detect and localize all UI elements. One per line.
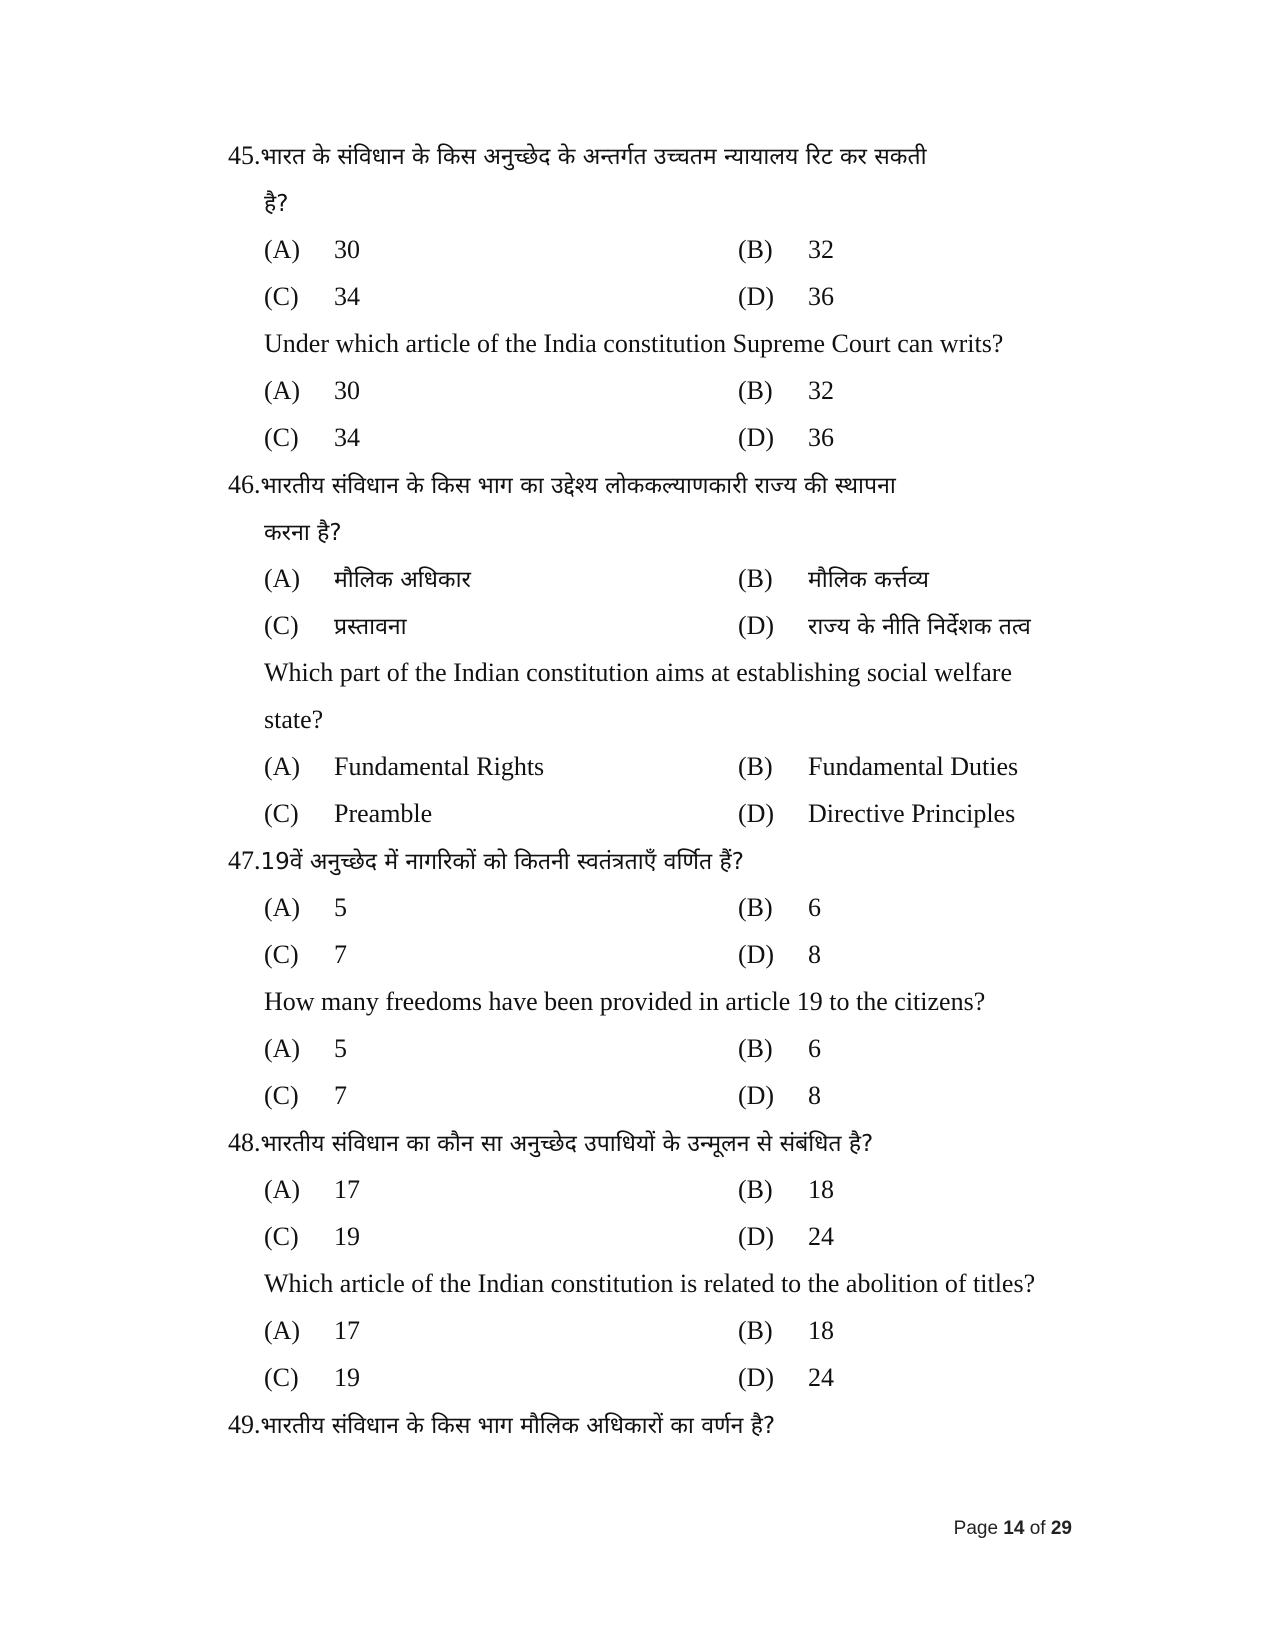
question-number: 47. bbox=[228, 846, 261, 875]
option-text: 32 bbox=[808, 235, 834, 264]
option-item bbox=[264, 1307, 360, 1354]
option-item bbox=[738, 602, 1031, 651]
option-item bbox=[738, 1072, 821, 1119]
page-footer bbox=[954, 1518, 1072, 1540]
option-text: 18 bbox=[808, 1316, 834, 1345]
option-text: 18 bbox=[808, 1175, 834, 1204]
option-row bbox=[228, 1166, 1078, 1213]
footer-total-pages: 29 bbox=[1050, 1518, 1072, 1539]
option-label: (D) bbox=[738, 940, 775, 969]
question-hindi-text bbox=[228, 1401, 1078, 1448]
option-text: 36 bbox=[808, 423, 834, 452]
question-number: 49. bbox=[228, 1410, 261, 1439]
option-label: (A) bbox=[264, 235, 301, 264]
option-label: (C) bbox=[264, 940, 299, 969]
option-row bbox=[228, 555, 1078, 602]
question-hindi-text bbox=[228, 132, 1078, 179]
question-block bbox=[228, 461, 1078, 837]
option-text: 5 bbox=[334, 893, 347, 922]
option-text: 6 bbox=[808, 1034, 821, 1063]
option-label: (B) bbox=[738, 1034, 773, 1063]
option-item bbox=[738, 1307, 834, 1354]
option-item bbox=[738, 226, 834, 273]
option-item bbox=[264, 1213, 360, 1260]
footer-current-page: 14 bbox=[1003, 1518, 1025, 1539]
option-row bbox=[228, 884, 1078, 931]
option-item bbox=[738, 414, 834, 461]
option-text: Directive Principles bbox=[808, 799, 1016, 828]
option-item bbox=[264, 555, 471, 604]
option-row bbox=[228, 226, 1078, 273]
question-block bbox=[228, 1119, 1078, 1401]
hindi-text: करना है? bbox=[264, 520, 342, 546]
option-row bbox=[228, 602, 1078, 649]
option-item bbox=[738, 743, 1018, 790]
question-block bbox=[228, 1401, 1078, 1448]
question-english-text: state? bbox=[264, 705, 324, 734]
option-text: 30 bbox=[334, 376, 360, 405]
hindi-text: भारत के संविधान के किस अनुच्छेद के अन्तर्गत उच्चतम न्यायालय रिट कर सकती bbox=[260, 144, 927, 170]
option-label: (B) bbox=[738, 1316, 773, 1345]
option-label: (A) bbox=[264, 893, 301, 922]
question-hindi-text bbox=[228, 837, 1078, 884]
question-list bbox=[228, 132, 1078, 1448]
option-row bbox=[228, 743, 1078, 790]
option-label: (C) bbox=[264, 1222, 299, 1251]
hindi-text: भारतीय संविधान के किस भाग मौलिक अधिकारों का वर्णन है? bbox=[260, 1413, 776, 1439]
option-item bbox=[264, 1025, 347, 1072]
option-row bbox=[228, 414, 1078, 461]
option-item bbox=[264, 1354, 360, 1401]
option-label: (C) bbox=[264, 423, 299, 452]
option-label: (A) bbox=[264, 376, 301, 405]
question-hindi-text bbox=[228, 1119, 1078, 1166]
option-text: 17 bbox=[334, 1316, 360, 1345]
option-row bbox=[228, 273, 1078, 320]
option-text: 24 bbox=[808, 1363, 834, 1392]
option-label: (D) bbox=[738, 1222, 775, 1251]
option-text: Preamble bbox=[334, 799, 433, 828]
question-hindi-continuation bbox=[228, 508, 1078, 555]
question-english-text: Which part of the Indian constitution aims at establishing social welfare bbox=[264, 658, 1013, 687]
option-row bbox=[228, 1307, 1078, 1354]
option-text: 8 bbox=[808, 940, 821, 969]
option-item bbox=[264, 367, 360, 414]
option-row bbox=[228, 1213, 1078, 1260]
hindi-text: भारतीय संविधान के किस भाग का उद्देश्य लोककल्याणकारी राज्य की स्थापना bbox=[260, 473, 896, 499]
option-row bbox=[228, 1025, 1078, 1072]
option-item bbox=[264, 790, 432, 837]
option-text: 36 bbox=[808, 282, 834, 311]
hindi-text: भारतीय संविधान का कौन सा अनुच्छेद उपाधियों के उन्मूलन से संबंधित है? bbox=[260, 1131, 874, 1157]
option-label: (B) bbox=[738, 752, 773, 781]
question-english-text: How many freedoms have been provided in article 19 to the citizens? bbox=[264, 987, 986, 1016]
option-item bbox=[264, 414, 360, 461]
question-block bbox=[228, 837, 1078, 1119]
option-row bbox=[228, 367, 1078, 414]
option-item bbox=[738, 884, 821, 931]
option-label: (A) bbox=[264, 1034, 301, 1063]
option-label: (B) bbox=[738, 893, 773, 922]
option-row bbox=[228, 1354, 1078, 1401]
question-hindi-text bbox=[228, 461, 1078, 508]
option-item bbox=[738, 790, 1015, 837]
question-number: 45. bbox=[228, 141, 261, 170]
option-label: (D) bbox=[738, 282, 775, 311]
question-hindi-continuation bbox=[228, 179, 1078, 226]
option-label: (D) bbox=[738, 1081, 775, 1110]
option-text: प्रस्तावना bbox=[334, 614, 407, 640]
option-item bbox=[264, 226, 360, 273]
option-row bbox=[228, 1072, 1078, 1119]
footer-prefix: Page bbox=[953, 1518, 999, 1539]
option-item bbox=[738, 555, 929, 604]
option-text: 34 bbox=[334, 423, 360, 452]
option-label: (A) bbox=[264, 564, 301, 593]
option-item bbox=[738, 1213, 834, 1260]
question-block bbox=[228, 132, 1078, 461]
option-label: (C) bbox=[264, 1081, 299, 1110]
option-text: 32 bbox=[808, 376, 834, 405]
option-row bbox=[228, 931, 1078, 978]
footer-of: of bbox=[1029, 1518, 1046, 1539]
option-item bbox=[264, 1072, 347, 1119]
option-text: 19 bbox=[334, 1363, 360, 1392]
option-label: (A) bbox=[264, 1175, 301, 1204]
option-item bbox=[264, 1166, 360, 1213]
option-label: (C) bbox=[264, 282, 299, 311]
option-item bbox=[264, 273, 360, 320]
option-text: 8 bbox=[808, 1081, 821, 1110]
option-text: Fundamental Duties bbox=[808, 752, 1019, 781]
option-label: (D) bbox=[738, 1363, 775, 1392]
question-english-text: Under which article of the India constitution Supreme Court can writs? bbox=[264, 329, 1004, 358]
option-text: 6 bbox=[808, 893, 821, 922]
option-text: 17 bbox=[334, 1175, 360, 1204]
option-label: (D) bbox=[738, 611, 775, 640]
option-label: (B) bbox=[738, 376, 773, 405]
option-label: (C) bbox=[264, 611, 299, 640]
option-text: 30 bbox=[334, 235, 360, 264]
option-text: राज्य के नीति निर्देशक तत्व bbox=[808, 614, 1031, 640]
hindi-text: 19वें अनुच्छेद में नागरिकों को कितनी स्वतंत्रताएँ वर्णित हैं? bbox=[260, 849, 744, 875]
option-label: (C) bbox=[264, 1363, 299, 1392]
option-text: 7 bbox=[334, 940, 347, 969]
option-row bbox=[228, 790, 1078, 837]
hindi-text: है? bbox=[264, 191, 289, 217]
option-label: (A) bbox=[264, 752, 301, 781]
option-label: (B) bbox=[738, 1175, 773, 1204]
option-text: 34 bbox=[334, 282, 360, 311]
option-label: (C) bbox=[264, 799, 299, 828]
option-label: (B) bbox=[738, 235, 773, 264]
option-text: 19 bbox=[334, 1222, 360, 1251]
option-item bbox=[264, 602, 407, 651]
option-item bbox=[264, 743, 544, 790]
option-item bbox=[738, 931, 821, 978]
option-text: मौलिक कर्त्तव्य bbox=[808, 567, 930, 593]
option-item bbox=[264, 931, 347, 978]
option-text: मौलिक अधिकार bbox=[334, 567, 471, 593]
option-item bbox=[738, 273, 834, 320]
option-item bbox=[264, 884, 347, 931]
question-number: 48. bbox=[228, 1128, 261, 1157]
option-text: 5 bbox=[334, 1034, 347, 1063]
question-english-text: Which article of the Indian constitution is related to the abolition of titles? bbox=[264, 1269, 1036, 1298]
question-number: 46. bbox=[228, 470, 261, 499]
option-label: (D) bbox=[738, 799, 775, 828]
option-text: 24 bbox=[808, 1222, 834, 1251]
option-item bbox=[738, 367, 834, 414]
option-label: (D) bbox=[738, 423, 775, 452]
option-item bbox=[738, 1354, 834, 1401]
option-label: (A) bbox=[264, 1316, 301, 1345]
option-text: 7 bbox=[334, 1081, 347, 1110]
option-text: Fundamental Rights bbox=[334, 752, 545, 781]
option-item bbox=[738, 1166, 834, 1213]
option-item bbox=[738, 1025, 821, 1072]
option-label: (B) bbox=[738, 564, 773, 593]
